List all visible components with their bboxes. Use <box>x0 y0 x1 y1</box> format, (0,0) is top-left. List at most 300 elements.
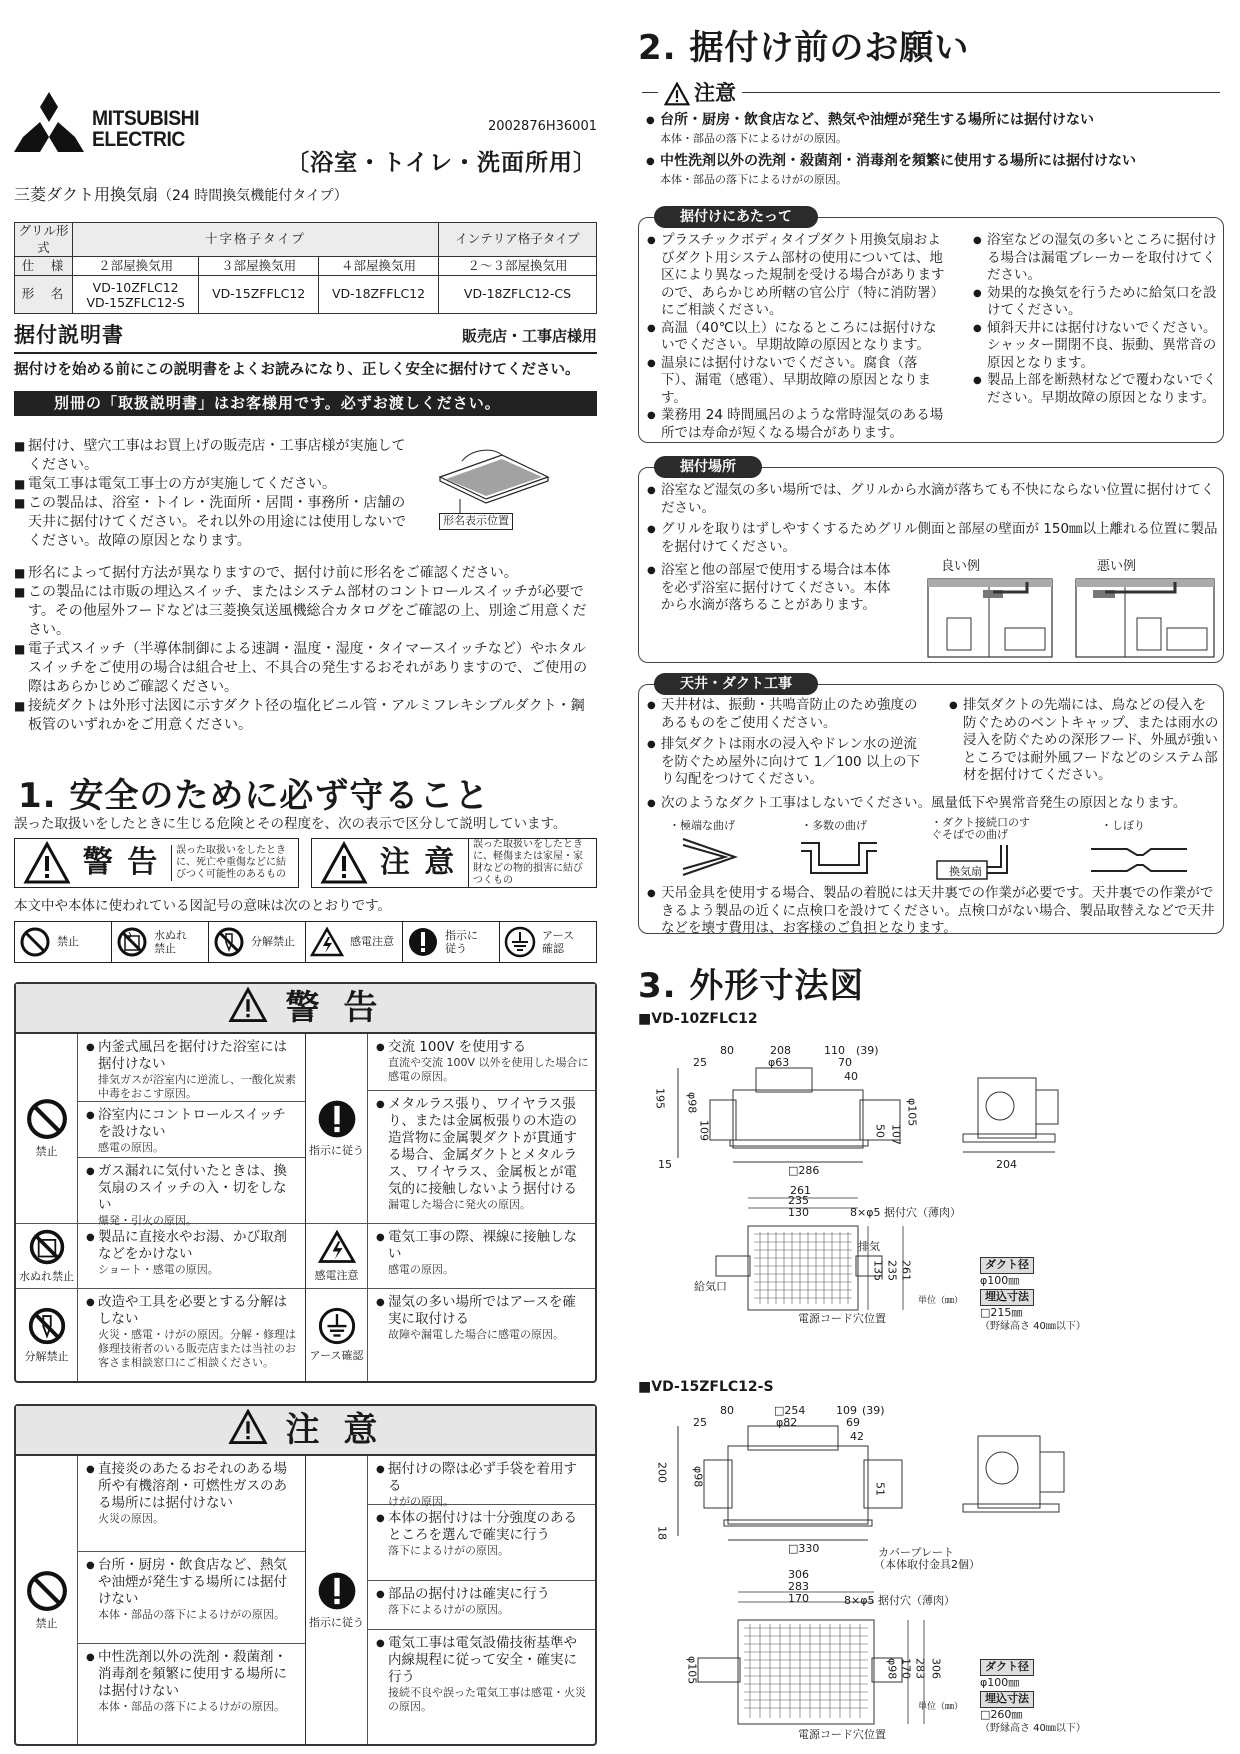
model1-spec-box <box>980 1256 1086 1333</box>
model1-drawing <box>638 1028 1226 1333</box>
warning-item <box>368 1091 595 1217</box>
icon-label: アース確認 <box>309 1348 364 1362</box>
item-note: けがの原因。 <box>388 1495 454 1508</box>
divider <box>14 352 597 354</box>
item-text: ガス漏れに気付いたときは、換気扇のスイッチの入・切をしない <box>98 1163 287 1213</box>
good-example-diagram-icon <box>927 578 1053 658</box>
item-text: 電気工事の際、裸線に接触しない <box>388 1229 577 1262</box>
item-note: 本体・部品の落下によるけがの原因。 <box>98 1700 285 1713</box>
caution-item <box>78 1552 305 1644</box>
dim-label: φ82 <box>776 1416 798 1429</box>
subtitle-main: 三菱ダクト用換気扇 <box>14 185 159 204</box>
bad-example-diagram-icon <box>1075 578 1215 658</box>
group-items <box>368 1224 595 1288</box>
item-note: 本体・部品の落下によるけがの原因。 <box>660 172 847 186</box>
list-item: ● グリルを取りはずしやすくするためグリル側面と部屋の壁面が 150㎜以上離れる位置に製品を据付けてください。 <box>647 521 1219 556</box>
left-column <box>14 0 597 1754</box>
list-item: ■ 電子式スイッチ（半導体制御による速調・温度・湿度・タイマースイッチなど）やホタルスイッチをご使用の場合は組合せ上、不具合の発生するおそれがありますので、ご使用の際はあらかじめご確認ください。 <box>14 640 597 697</box>
list-item: ● 浴室と他の部屋で使用する場合は本体を必ず浴室に据付けてください。本体から水滴が落ちることがあります。 <box>647 562 899 615</box>
item-text: 本体の据付けは十分強度のあるところを選んで確実に行う <box>388 1510 577 1543</box>
symbol-shock <box>306 922 403 962</box>
electric-shock-icon <box>318 1229 356 1265</box>
list-item: ● 次のようなダクト工事はしないでください。風量低下や異常音発生の原因となります。 <box>647 795 1219 813</box>
dim-label: 200 <box>655 1462 669 1483</box>
group-items <box>78 1224 305 1288</box>
group-icon-cell <box>306 1289 368 1381</box>
fan-label: 換気扇 <box>949 865 982 878</box>
dim-label: (39) <box>862 1404 885 1417</box>
symbol-legend <box>14 921 597 963</box>
dim-label: 261 <box>790 1184 811 1197</box>
list-item <box>646 153 1220 188</box>
brand-name-line2: ELECTRIC <box>92 128 185 151</box>
spec-cell: 形 名 <box>15 276 73 314</box>
prohibit-icon <box>25 1569 69 1613</box>
pre-install-title: 2. 据付け前のお願い <box>638 28 970 68</box>
group-icon-cell <box>16 1289 78 1381</box>
caution-item <box>78 1644 305 1719</box>
install-notes-left <box>647 232 947 442</box>
group-items <box>78 1034 305 1227</box>
dim-label: 283 <box>788 1580 809 1593</box>
duct-diameter-label: ダクト径 <box>980 1257 1034 1274</box>
warning-group-disassemble <box>16 1289 305 1381</box>
duct-work-last <box>647 885 1219 938</box>
hole-note: （野縁高さ 40㎜以下） <box>980 1723 1086 1735</box>
icon-label: 水ぬれ禁止 <box>19 1269 74 1283</box>
instruction-icon <box>316 1570 358 1612</box>
dim-label: 80 <box>720 1044 734 1057</box>
dim-label: φ98 <box>685 1092 699 1114</box>
duct-work-ticket: 天井・ダクト工事 <box>654 673 818 695</box>
item-note: 本体・部品の落下によるけがの原因。 <box>660 131 847 145</box>
duct-work-box <box>638 684 1224 934</box>
item-note: 爆発・引火の原因。 <box>98 1214 197 1227</box>
caution-item <box>368 1505 595 1581</box>
item-text: 浴室内にコントロールスイッチを設けない <box>98 1107 286 1140</box>
dim-label: 306 <box>929 1658 943 1679</box>
list-item: ● 排気ダクトの先端には、鳥などの侵入を防ぐためのベントキャップ、または雨水の浸入を防ぐための深形フード、外風が強いところでは耐外風フードなどのシステム部材を据付けてください。 <box>949 697 1219 785</box>
install-notes-bottom <box>14 564 597 735</box>
item-note: 落下によるけがの原因。 <box>388 1544 509 1557</box>
item-text: 中性洗剤以外の洗剤・殺菌剤・消毒剤を頻繁に使用する場所には据付けない <box>660 153 1136 169</box>
bad-duct-label: ・多数の曲げ <box>801 819 867 832</box>
warning-group-water <box>16 1224 305 1289</box>
symbol-label: 分解禁止 <box>251 934 295 948</box>
caution-item <box>368 1630 595 1719</box>
warning-triangle-icon <box>664 82 690 106</box>
dim-label: 235 <box>885 1260 899 1281</box>
spec-cell: ４部屋換気用 <box>319 257 439 276</box>
spec-cell: ３部屋換気用 <box>199 257 319 276</box>
warning-group-shock <box>306 1224 595 1289</box>
fan-figure <box>432 447 552 537</box>
instruction-icon <box>316 1098 358 1140</box>
group-icon-cell <box>16 1224 78 1288</box>
group-items <box>368 1034 595 1223</box>
list-item: ■ この製品には市販の埋込スイッチ、またはシステム部材のコントロールスイッチが必要です。その他屋外フードなどは三菱換気送風機総合カタログをご確認の上、別途ご用意ください。 <box>14 583 597 640</box>
duct-work-full <box>647 795 1219 813</box>
list-item: ■ 形名によって据付方法が異なりますので、据付け前に形名をご確認ください。 <box>14 564 597 583</box>
icon-label: 指示に従う <box>309 1144 364 1158</box>
warning-signal-box <box>14 838 299 888</box>
hole-size: □260㎜ <box>980 1707 1023 1721</box>
dim-label: 109 <box>836 1404 857 1417</box>
spec-row-grill <box>15 223 597 257</box>
group-items <box>78 1456 305 1744</box>
dim-label: φ105 <box>905 1098 919 1127</box>
dim-label: 109 <box>697 1120 711 1141</box>
duct-work-left <box>647 697 921 789</box>
warning-item <box>78 1102 305 1158</box>
prohibit-icon <box>19 926 51 958</box>
install-notes-box <box>638 217 1224 443</box>
location-list <box>647 482 1219 556</box>
dim-label: 69 <box>846 1416 860 1429</box>
dim-label: 110 <box>824 1044 845 1057</box>
warning-panel <box>14 982 597 1383</box>
list-item: ● プラスチックボディタイプダクト用換気扇およびダクト用システム部材の使用については、地区により異なった規制を受ける場合がありますので、あらかじめ所轄の官公庁（特に消防署）にご相談ください。 <box>647 232 947 320</box>
symbol-no-disassemble <box>209 922 306 962</box>
symbol-label: 禁止 <box>57 934 79 948</box>
dim-label: □286 <box>788 1164 820 1177</box>
group-items <box>368 1289 595 1381</box>
caution-item <box>368 1581 595 1630</box>
warning-group-earth <box>306 1289 595 1381</box>
install-manual-audience: 販売店・工事店様用 <box>461 327 597 345</box>
symbol-label: 水ぬれ禁止 <box>154 929 187 955</box>
warning-desc: 誤った取扱いをしたときに、死亡や重傷などに結びつく可能性のあるもの <box>171 845 295 881</box>
unit-label: 単位（㎜） <box>918 1702 964 1712</box>
install-manual-title: 据付説明書 <box>14 323 124 347</box>
model2-drawing <box>638 1396 1226 1748</box>
three-diamonds-logo-icon <box>14 92 84 152</box>
dim-label: φ98 <box>691 1466 705 1488</box>
no-water-icon <box>28 1228 66 1266</box>
unit-label: 単位（㎜） <box>918 1296 964 1306</box>
electric-shock-icon <box>310 926 344 958</box>
warning-panel-body <box>16 1034 595 1381</box>
list-item: ● 天井材は、振動・共鳴音防止のため強度のあるものをご使用ください。 <box>647 697 921 732</box>
dim-label: カバープレート <box>878 1546 955 1559</box>
dim-label: □330 <box>788 1542 820 1555</box>
group-icon-cell <box>306 1034 368 1223</box>
dim-label: 107 <box>889 1124 903 1145</box>
hole-size-label: 埋込寸法 <box>980 1691 1034 1708</box>
safety-title: 1. 安全のために必ず守ること <box>18 776 490 816</box>
location-box <box>638 467 1224 663</box>
dim-label: 51 <box>873 1482 887 1496</box>
fig-label: 形名表示位置 <box>439 513 513 530</box>
list-item: ● 業務用 24 時間風呂のような常時湿気のある場所では寿命が短くなる場合があります。 <box>647 407 947 442</box>
dim-label: 283 <box>913 1658 927 1679</box>
group-items <box>78 1289 305 1381</box>
hole-size: □215㎜ <box>980 1305 1023 1319</box>
dim-label: 208 <box>770 1044 791 1057</box>
item-text: 湿気の多い場所ではアースを確実に取付ける <box>388 1294 576 1327</box>
product-subtitle <box>14 184 348 205</box>
brand-name <box>92 108 199 150</box>
caution-label: 注意 <box>694 81 736 105</box>
spec-cell: ２〜３部屋換気用 <box>438 257 596 276</box>
group-icon-cell <box>16 1456 78 1744</box>
warning-triangle-icon <box>228 1409 268 1445</box>
warning-triangle-icon <box>320 841 368 885</box>
signal-word-boxes <box>14 838 597 888</box>
model2-heading: ■VD-15ZFLC12-S <box>638 1379 774 1395</box>
list-item: ● 浴室など湿気の多い場所では、グリルから水滴が落ちても不快にならない位置に据付けてください。 <box>647 482 1219 517</box>
no-water-icon <box>116 926 148 958</box>
model-name: VD-18ZFFLC12 <box>319 276 439 314</box>
dim-label: (39) <box>856 1044 879 1057</box>
item-note: 感電の原因。 <box>388 1263 454 1276</box>
symbol-label: アース確認 <box>542 929 575 955</box>
dim-label: 25 <box>693 1416 707 1429</box>
symbol-earth <box>500 922 596 962</box>
no-disassemble-icon <box>27 1306 67 1346</box>
dim-label: 306 <box>788 1568 809 1581</box>
item-text: 中性洗剤以外の洗剤・殺菌剤・消毒剤を頻繁に使用する場所には据付けない <box>98 1649 287 1699</box>
warning-panel-title: 警 告 <box>285 988 384 1028</box>
dim-label: □254 <box>774 1404 806 1417</box>
list-item <box>646 112 1220 147</box>
icon-label: 禁止 <box>35 1616 58 1630</box>
item-note: 落下によるけがの原因。 <box>388 1603 509 1616</box>
caution-group-prohibit <box>16 1456 306 1744</box>
install-notes-right <box>973 232 1219 407</box>
model1-heading: ■VD-10ZFLC12 <box>638 1011 758 1027</box>
item-text: メタルラス張り、ワイヤラス張り、または金属板張りの木造の造営物に金属製ダクトが貫通する場合、金属ダクトとメタルラス、ワイヤラス、金属板とが電気的に接触しないよう据付ける <box>388 1096 577 1197</box>
location-ticket: 据付場所 <box>654 456 762 478</box>
group-icon-cell <box>306 1456 368 1744</box>
item-text: 台所・厨房・飲食店など、熱気や油煙が発生する場所には据付けない <box>660 112 1094 128</box>
dim-label: 排気 <box>858 1240 880 1253</box>
dim-label: 170 <box>788 1592 809 1605</box>
warning-group-prohibit <box>16 1034 305 1227</box>
pre-install-caution <box>642 82 1220 194</box>
caution-item <box>78 1456 305 1552</box>
bad-duct-label: ・ダクト接続口のすぐそばでの曲げ <box>931 816 1030 841</box>
install-intro: 据付けを始める前にこの説明書をよくお読みになり、正しく安全に据付けてください。 <box>14 362 580 378</box>
item-text: 部品の据付けは確実に行う <box>388 1586 550 1602</box>
model-name: VD-15ZFFLC12 <box>199 276 319 314</box>
duct-diameter-label: ダクト径 <box>980 1659 1034 1676</box>
symbol-instruction <box>403 922 500 962</box>
item-text: 改造や工具を必要とする分解はしない <box>98 1294 287 1327</box>
dim-label: 70 <box>838 1056 852 1069</box>
item-note: 火災の原因。 <box>98 1512 164 1525</box>
warning-word: 警 告 <box>82 845 160 881</box>
caution-panel-title: 注 意 <box>285 1410 384 1450</box>
dim-label: 130 <box>788 1206 809 1219</box>
right-column <box>638 0 1226 1754</box>
symbol-label: 指示に従う <box>445 929 478 955</box>
dim-label: 42 <box>850 1430 864 1443</box>
usage-title: 〔浴室・トイレ・洗面所用〕 <box>286 150 597 176</box>
install-notes-top <box>14 437 406 551</box>
warning-group-instruction <box>306 1034 595 1224</box>
duct-work-right <box>949 697 1219 785</box>
warning-panel-header <box>16 984 595 1034</box>
duct-diameter: φ100㎜ <box>980 1675 1020 1689</box>
symbol-legend-box <box>14 921 597 963</box>
model-name: VD-18ZFLC12-CS <box>438 276 596 314</box>
item-note: 直流や交流 100V 以外を使用した場合に感電の原因。 <box>388 1056 589 1083</box>
dim-label: φ63 <box>768 1056 790 1069</box>
handover-banner: 別冊の「取扱説明書」はお客様用です。必ずお渡しください。 <box>14 391 597 416</box>
bad-example-label: 悪い例 <box>1097 559 1137 574</box>
dim-label: 195 <box>653 1088 667 1109</box>
prohibit-icon <box>25 1097 69 1141</box>
item-note: 接続不良や誤った電気工事は感電・火災の原因。 <box>388 1686 586 1713</box>
spec-cell <box>73 276 199 314</box>
item-note: 排気ガスが浴室内に逆流し、一酸化炭素中毒をおこす原因。 <box>98 1073 296 1100</box>
item-note: 火災・感電・けがの原因。分解・修理は修理技術者のいる販売店または当社のお客さま相談窓口にご相談ください。 <box>98 1328 296 1369</box>
item-text: 電気工事は電気設備技術基準や内線規程に従って安全・確実に行う <box>388 1635 577 1685</box>
warning-item <box>368 1289 595 1347</box>
caution-group-instruction <box>306 1456 595 1744</box>
model-name: VD-15ZFLC12-S <box>86 294 185 310</box>
warning-item <box>78 1158 305 1233</box>
caution-heading <box>658 80 742 108</box>
spec-cell: 十字格子タイプ <box>73 223 439 257</box>
item-text: 台所・厨房・飲食店など、熱気や油煙が発生する場所には据付けない <box>98 1557 287 1607</box>
item-text: 交流 100V を使用する <box>388 1039 527 1055</box>
list-item: ● 排気ダクトは雨水の浸入やドレン水の逆流を防ぐため屋外に向けて 1／100 以上の下り勾配をつけてください。 <box>647 736 921 789</box>
item-note: 感電の原因。 <box>98 1141 164 1154</box>
icon-label: 分解禁止 <box>24 1349 69 1363</box>
list-item: ● 効果的な換気を行うために給気口を設けてください。 <box>973 285 1219 320</box>
item-text: 据付けの際は必ず手袋を着用する <box>388 1461 577 1494</box>
group-icon-cell <box>306 1224 368 1288</box>
dim-label: 15 <box>658 1158 672 1171</box>
dim-label: 18 <box>655 1526 669 1540</box>
warning-triangle-icon <box>228 987 268 1023</box>
caution-item <box>368 1456 595 1508</box>
list-item: ■ 接続ダクトは外形寸法図に示すダクト径の塩化ビニル管・アルミフレキシブルダクト・鋼板管のいずれかをご用意ください。 <box>14 697 597 735</box>
warning-item <box>78 1224 305 1282</box>
good-example-label: 良い例 <box>941 559 981 574</box>
earth-ground-icon <box>318 1307 356 1345</box>
warning-item <box>78 1034 305 1102</box>
hole-note: （野縁高さ 40㎜以下） <box>980 1321 1086 1333</box>
instruction-icon <box>407 926 439 958</box>
duct-diameter: φ100㎜ <box>980 1273 1020 1287</box>
safety-intro: 誤った取扱いをしたときに生じる危険とその程度を、次の表示で区分して説明しています。 <box>14 816 567 832</box>
item-text: 直接炎のあたるおそれのある場所や有機溶剤・可燃性ガスのある場所には据付けない <box>98 1461 287 1511</box>
list-item: ■ 据付け、壁穴工事はお買上げの販売店・工事店様が実施してください。 <box>14 437 406 475</box>
list-item: ■ この製品は、浴室・トイレ・洗面所・居間・事務所・店舗の天井に据付けてください。それ以外の用途には使用しないでください。故障の原因となります。 <box>14 494 406 551</box>
list-item: ● 天吊金具を使用する場合、製品の着脱には天井裏での作業が必要です。天井裏での作業ができるよう製品の近くに点検口を設けてください。点検口がない場合、製品取替えなどで天井などを壊す費用は、お客様のご負担となります。 <box>647 885 1219 938</box>
dim-label: 8×φ5 据付穴（薄肉） <box>850 1206 961 1219</box>
dim-label: φ98 <box>885 1658 899 1680</box>
warning-triangle-icon <box>23 841 71 885</box>
dim-label: 8×φ5 据付穴（薄肉） <box>844 1594 955 1607</box>
install-notes-ticket: 据付けにあたって <box>654 206 818 228</box>
spec-row-type <box>15 257 597 276</box>
caution-panel-header <box>16 1406 595 1456</box>
no-disassemble-icon <box>213 926 245 958</box>
caution-signal-box <box>311 838 597 888</box>
dim-label: 80 <box>720 1404 734 1417</box>
list-item: ● 浴室などの湿気の多いところに据付ける場合は漏電ブレーカーを取付けてください。 <box>973 232 1219 285</box>
pre-install-caution-list <box>646 112 1220 188</box>
list-item: ● 傾斜天井には据付けないでください。シャッター開閉不良、振動、異常音の原因となります。 <box>973 320 1219 373</box>
caution-panel-body <box>16 1456 595 1744</box>
dim-label: 給気口 <box>694 1280 727 1293</box>
item-text: 製品に直接水やお湯、かび取剤などをかけない <box>98 1229 287 1262</box>
list-item: ● 製品上部を断熱材などで覆わないでください。早期故障の原因となります。 <box>973 372 1219 407</box>
list-item: ■ 電気工事は電気工事士の方が実施してください。 <box>14 475 406 494</box>
constriction-icon <box>1089 845 1189 875</box>
spec-row-model <box>15 276 597 314</box>
caution-word: 注 意 <box>379 845 457 881</box>
bad-duct-label: ・しぼり <box>1101 819 1145 832</box>
icon-label: 禁止 <box>35 1145 58 1159</box>
item-note: ショート・感電の原因。 <box>98 1263 219 1276</box>
brand-logo <box>14 92 234 154</box>
subtitle-sub: （24 時間換気機能付タイプ） <box>158 188 348 204</box>
bad-duct-label: ・極端な曲げ <box>669 819 735 832</box>
group-icon-cell <box>16 1034 78 1223</box>
warning-left-col <box>16 1034 306 1381</box>
dim-label: φ105 <box>685 1656 699 1685</box>
dim-label: 135 <box>871 1260 885 1281</box>
symbol-no-water <box>112 922 209 962</box>
brand-name-line1: MITSUBISHI <box>92 107 200 130</box>
icon-label: 指示に従う <box>309 1615 364 1629</box>
list-item: ● 温泉には据付けないでください。腐食（落下）、漏電（感電）、早期故障の原因となります。 <box>647 355 947 408</box>
warning-right-col <box>306 1034 595 1381</box>
spec-cell: インテリア格子タイプ <box>438 223 596 257</box>
spec-cell: 仕 様 <box>15 257 73 276</box>
dim-label: 204 <box>996 1158 1017 1171</box>
warning-item <box>368 1034 595 1091</box>
dim-label: 170 <box>899 1658 913 1679</box>
spec-cell: グリル形式 <box>15 223 73 257</box>
spec-table <box>14 222 597 314</box>
model2-spec-box <box>980 1658 1086 1735</box>
caution-desc: 誤った取扱いをしたときに、軽傷または家屋・家財などの物的損害に結びつくもの <box>468 839 592 887</box>
item-note: 故障や漏電した場合に感電の原因。 <box>388 1328 564 1341</box>
location-list-2 <box>647 562 899 615</box>
spec-cell: ２部屋換気用 <box>73 257 199 276</box>
warning-item <box>368 1224 595 1282</box>
dim-label: 261 <box>899 1260 913 1281</box>
dimensions-title: 3. 外形寸法図 <box>638 966 865 1006</box>
document-number: 2002876H36001 <box>487 119 597 134</box>
model-name: VD-10ZFLC12 <box>92 279 179 295</box>
earth-ground-icon <box>504 926 536 958</box>
sharp-bend-icon <box>679 837 739 877</box>
symbol-prohibit <box>15 922 112 962</box>
symbols-intro: 本文中や本体に使われている図記号の意味は次のとおりです。 <box>14 898 391 914</box>
group-items <box>368 1456 595 1744</box>
item-note: 本体・部品の落下によるけがの原因。 <box>98 1608 285 1621</box>
dim-label: 40 <box>844 1070 858 1083</box>
list-item: ● 高温（40℃以上）になるところには据付けないでください。早期故障の原因となります。 <box>647 320 947 355</box>
item-note: 漏電した場合に発火の原因。 <box>388 1198 531 1211</box>
cord-hole-label: 電源コード穴位置 <box>798 1728 886 1741</box>
multiple-bends-icon <box>799 837 879 877</box>
symbol-label: 感電注意 <box>350 934 394 948</box>
item-text: 内釜式風呂を据付けた浴室には据付けない <box>98 1039 287 1072</box>
cord-hole-label: 電源コード穴位置 <box>798 1312 886 1325</box>
dim-label: 25 <box>693 1056 707 1069</box>
caution-panel <box>14 1404 597 1746</box>
dim-label: 235 <box>788 1194 809 1207</box>
dim-label: 50 <box>873 1124 887 1138</box>
